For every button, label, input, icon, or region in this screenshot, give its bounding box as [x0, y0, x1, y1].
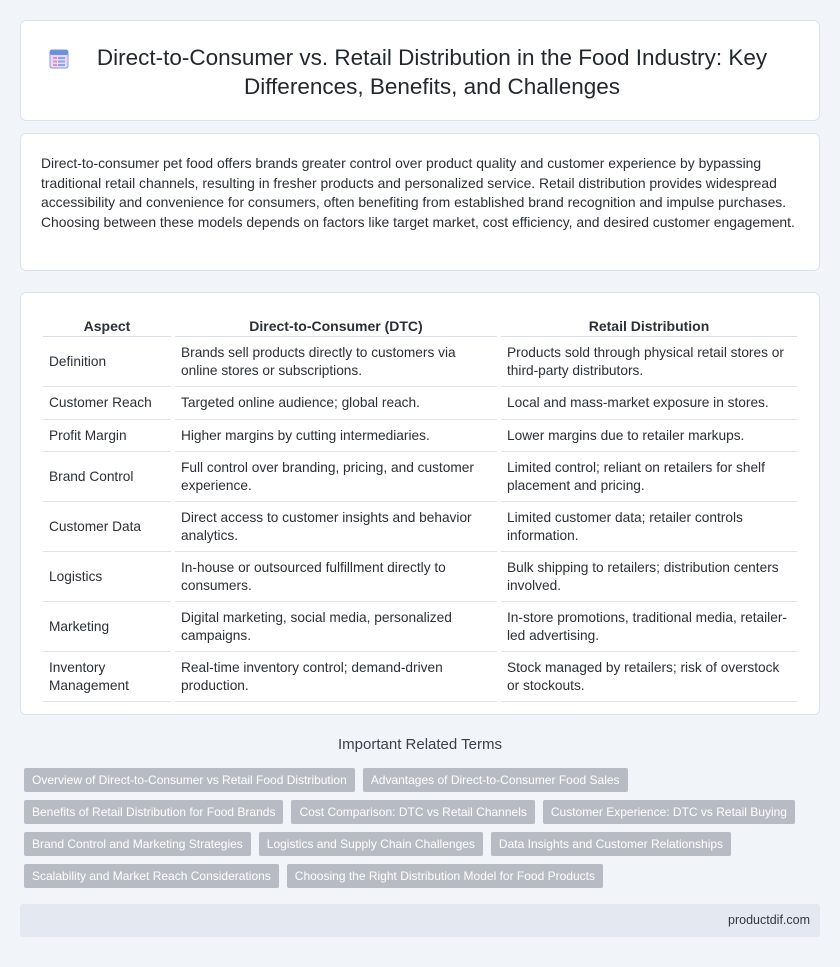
cell-aspect: Customer Reach — [43, 387, 171, 420]
related-term-link[interactable]: Data Insights and Customer Relationships — [491, 832, 731, 856]
related-term-link[interactable]: Logistics and Supply Chain Challenges — [259, 832, 483, 856]
cell-retail: Lower margins due to retailer markups. — [501, 420, 797, 453]
cell-retail: Products sold through physical retail stores or third-party distributors. — [501, 337, 797, 387]
cell-dtc: Higher margins by cutting intermediaries. — [175, 420, 497, 453]
related-term-link[interactable]: Advantages of Direct-to-Consumer Food Sales — [363, 768, 628, 792]
table-row — [43, 502, 797, 552]
cell-retail: Local and mass-market exposure in stores. — [501, 387, 797, 420]
cell-dtc: In-house or outsourced fulfillment directly to consumers. — [175, 552, 497, 602]
comparison-table — [39, 313, 801, 702]
cell-dtc: Direct access to customer insights and behavior analytics. — [175, 502, 497, 552]
related-terms-list — [24, 768, 824, 888]
cell-retail: Stock managed by retailers; risk of overstock or stockouts. — [501, 652, 797, 702]
header-dtc: Direct-to-Consumer (DTC) — [175, 313, 497, 337]
cell-aspect: Inventory Management — [43, 652, 171, 702]
cell-aspect: Brand Control — [43, 452, 171, 502]
cell-dtc: Full control over branding, pricing, and customer experience. — [175, 452, 497, 502]
header-card — [20, 20, 820, 121]
table-row — [43, 652, 797, 702]
cell-aspect: Marketing — [43, 602, 171, 652]
related-term-link[interactable]: Benefits of Retail Distribution for Food Brands — [24, 800, 283, 824]
cell-dtc: Brands sell products directly to customers via online stores or subscriptions. — [175, 337, 497, 387]
cell-retail: In-store promotions, traditional media, retailer-led advertising. — [501, 602, 797, 652]
cell-aspect: Definition — [43, 337, 171, 387]
cell-retail: Limited control; reliant on retailers for shelf placement and pricing. — [501, 452, 797, 502]
intro-card — [20, 133, 820, 271]
related-term-link[interactable]: Scalability and Market Reach Considerations — [24, 864, 279, 888]
header-aspect: Aspect — [43, 313, 171, 337]
page-title: Direct-to-Consumer vs. Retail Distribution in the Food Industry: Key Differences, Benefits, and Challenges — [96, 45, 768, 99]
related-terms-title: Important Related Terms — [338, 736, 502, 753]
header-retail: Retail Distribution — [501, 313, 797, 337]
cell-aspect: Profit Margin — [43, 420, 171, 453]
table-header-row — [43, 313, 797, 337]
cell-dtc: Targeted online audience; global reach. — [175, 387, 497, 420]
related-term-link[interactable]: Overview of Direct-to-Consumer vs Retail Food Distribution — [24, 768, 355, 792]
table-row — [43, 452, 797, 502]
related-term-link[interactable]: Cost Comparison: DTC vs Retail Channels — [291, 800, 534, 824]
related-term-link[interactable]: Brand Control and Marketing Strategies — [24, 832, 251, 856]
cell-retail: Bulk shipping to retailers; distribution centers involved. — [501, 552, 797, 602]
cell-dtc: Real-time inventory control; demand-driven production. — [175, 652, 497, 702]
table-row — [43, 552, 797, 602]
cell-aspect: Customer Data — [43, 502, 171, 552]
cell-retail: Limited customer data; retailer controls information. — [501, 502, 797, 552]
cell-aspect: Logistics — [43, 552, 171, 602]
footer — [20, 904, 820, 937]
related-term-link[interactable]: Choosing the Right Distribution Model for Food Products — [287, 864, 603, 888]
table-row — [43, 387, 797, 420]
cell-dtc: Digital marketing, social media, personalized campaigns. — [175, 602, 497, 652]
table-row — [43, 337, 797, 387]
footer-site-link[interactable]: productdif.com — [728, 913, 810, 927]
comparison-table-card — [20, 292, 820, 715]
intro-paragraph: Direct-to-consumer pet food offers brands greater control over product quality and customer experience by bypassing traditional retail channels, resulting in fresher products and personalized service. Retail distribution provides widespread accessibility and convenience for consumers, often benefiting from established brand recognition and impulse purchases. Choosing between these models depends on factors like target market, cost efficiency, and desired customer engagement. — [41, 155, 795, 230]
related-term-link[interactable]: Customer Experience: DTC vs Retail Buying — [543, 800, 795, 824]
table-row — [43, 602, 797, 652]
table-row — [43, 420, 797, 453]
